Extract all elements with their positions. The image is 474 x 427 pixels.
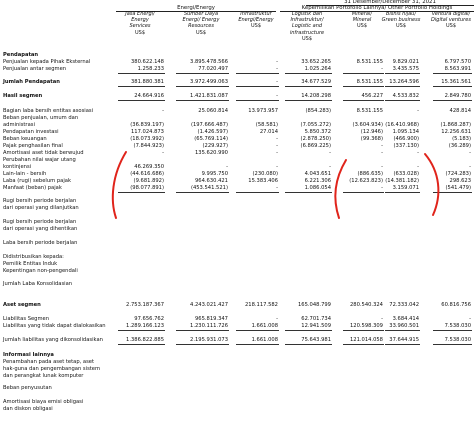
table-cell: - bbox=[226, 164, 228, 170]
table-row bbox=[0, 254, 474, 261]
table-cell: - bbox=[276, 136, 278, 142]
row-label: Manfaat (beban) pajak bbox=[3, 185, 62, 191]
table-row bbox=[0, 406, 474, 413]
column-header-line: Energi/Energy bbox=[238, 17, 274, 24]
row-label: Rugi bersih periode berjalan bbox=[3, 198, 77, 204]
table-cell: 9.995.750 bbox=[201, 171, 228, 177]
table-cell: - bbox=[417, 164, 419, 170]
table-cell: 3.895.478.566 bbox=[190, 59, 228, 65]
row-label: Aset segmen bbox=[3, 302, 41, 308]
table-cell: - bbox=[329, 150, 331, 156]
row-label: Beban penyusutan bbox=[3, 385, 52, 391]
column-header-line: Energy bbox=[131, 17, 149, 24]
row-label: administrasi bbox=[3, 122, 35, 128]
column-header bbox=[232, 11, 280, 30]
table-cell: (229.927) bbox=[202, 143, 228, 149]
table-cell: - bbox=[417, 150, 419, 156]
table-row bbox=[0, 171, 474, 178]
table-cell: 46.269.350 bbox=[134, 164, 164, 170]
total-rule bbox=[176, 330, 229, 331]
row-label: Liabilitas yang tidak dapat dialokasikan bbox=[3, 323, 106, 329]
row-label: Beban keuangan bbox=[3, 136, 47, 142]
table-cell: 6.797.570 bbox=[444, 59, 471, 65]
table-row bbox=[0, 359, 474, 366]
table-row bbox=[0, 79, 474, 86]
total-rule bbox=[285, 192, 332, 193]
table-cell: 121.014.058 bbox=[349, 337, 383, 343]
table-cell: (12.623.823) bbox=[349, 178, 383, 184]
total-rule bbox=[176, 344, 229, 345]
table-cell: 4.533.832 bbox=[392, 93, 419, 99]
table-cell: - bbox=[276, 66, 278, 72]
table-cell: 965.819.347 bbox=[194, 316, 228, 322]
table-cell: (541.479) bbox=[445, 185, 471, 191]
total-rule bbox=[385, 344, 420, 345]
row-label: Kepentingan non-pengendali bbox=[3, 268, 78, 274]
total-rule bbox=[385, 100, 420, 101]
header-group-portfolio: Kepemilikan Portofolio Lainnya/ Other Portfolio Holdings bbox=[301, 5, 453, 11]
row-label: Jumlah liabilitas yang dikonsolidasikan bbox=[3, 337, 103, 343]
table-cell: - bbox=[276, 79, 278, 85]
total-rule bbox=[343, 86, 384, 87]
table-row bbox=[0, 108, 474, 115]
row-label: Laba bersih periode berjalan bbox=[3, 240, 78, 246]
table-cell: 3.972.499.063 bbox=[190, 79, 228, 85]
total-rule bbox=[285, 330, 332, 331]
total-rule bbox=[118, 330, 165, 331]
table-cell: 60.816.756 bbox=[441, 302, 471, 308]
total-rule bbox=[343, 330, 384, 331]
table-cell: - bbox=[276, 316, 278, 322]
table-row bbox=[0, 316, 474, 323]
table-cell: 1.258.233 bbox=[137, 66, 164, 72]
row-label: Pemilik Entitas Induk bbox=[3, 261, 58, 267]
total-rule bbox=[433, 192, 472, 193]
total-rule bbox=[433, 344, 472, 345]
column-header-line: Services bbox=[129, 23, 151, 30]
table-row bbox=[0, 136, 474, 143]
total-rule bbox=[176, 100, 229, 101]
table-cell: (724.283) bbox=[445, 171, 471, 177]
table-row bbox=[0, 323, 474, 330]
table-cell: 298.623 bbox=[449, 178, 471, 184]
column-header-line: Mineral/ bbox=[351, 11, 373, 17]
table-cell: 15.361.561 bbox=[441, 79, 471, 85]
row-label: Laba (rugi) sebelum pajak bbox=[3, 178, 71, 184]
table-cell: 1.421.831.087 bbox=[190, 93, 228, 99]
table-cell: (1.426.597) bbox=[197, 129, 228, 135]
total-rule bbox=[236, 73, 279, 74]
column-header-line: Infrastruktur/ bbox=[290, 17, 324, 24]
table-cell: 72.333.042 bbox=[389, 302, 419, 308]
table-cell: - bbox=[276, 185, 278, 191]
table-cell: 1.230.111.726 bbox=[190, 323, 228, 329]
table-cell: (7.844.923) bbox=[133, 143, 164, 149]
table-cell: 1.289.166.123 bbox=[126, 323, 164, 329]
table-row bbox=[0, 122, 474, 129]
total-rule bbox=[433, 86, 472, 87]
total-rule bbox=[343, 344, 384, 345]
total-rule bbox=[343, 73, 384, 74]
table-cell: (12.946) bbox=[360, 129, 383, 135]
table-cell: 8.563.991 bbox=[444, 66, 471, 72]
table-cell: (2.878.250) bbox=[300, 136, 331, 142]
total-rule bbox=[236, 344, 279, 345]
table-row bbox=[0, 115, 474, 122]
table-cell: - bbox=[381, 185, 383, 191]
table-cell: 9.829.021 bbox=[392, 59, 419, 65]
table-cell: 964.630.421 bbox=[194, 178, 228, 184]
row-label: Perubahan nilai wajar utang bbox=[3, 157, 76, 163]
table-cell: 7.538.030 bbox=[444, 337, 471, 343]
column-header-line: Ventura digital/ bbox=[431, 11, 471, 17]
row-label: Penjualan kepada Pihak Eksternal bbox=[3, 59, 91, 65]
total-rule bbox=[385, 86, 420, 87]
table-cell: 34.677.529 bbox=[301, 79, 331, 85]
table-row bbox=[0, 302, 474, 309]
table-cell: 8.531.155 bbox=[356, 108, 383, 114]
table-cell: - bbox=[381, 164, 383, 170]
table-row bbox=[0, 164, 474, 171]
table-cell: 3.435.575 bbox=[392, 66, 419, 72]
total-rule bbox=[118, 344, 165, 345]
row-label: dari operasi yang dilanjutkan bbox=[3, 205, 79, 211]
column-header bbox=[114, 11, 166, 36]
table-cell: - bbox=[381, 66, 383, 72]
table-row bbox=[0, 178, 474, 185]
table-row bbox=[0, 385, 474, 392]
table-cell: - bbox=[469, 150, 471, 156]
table-row bbox=[0, 352, 474, 359]
table-cell: (337.130) bbox=[393, 143, 419, 149]
row-label: Jumlah Laba Konsolidasian bbox=[3, 281, 73, 287]
table-cell: - bbox=[381, 143, 383, 149]
table-row bbox=[0, 157, 474, 164]
total-rule bbox=[118, 192, 165, 193]
table-cell: - bbox=[276, 59, 278, 65]
table-row bbox=[0, 261, 474, 268]
table-cell: 14.208.298 bbox=[301, 93, 331, 99]
table-cell: 27.014 bbox=[259, 129, 278, 135]
column-header bbox=[172, 11, 230, 36]
row-label: Jumlah Pendapatan bbox=[3, 79, 60, 85]
table-row bbox=[0, 366, 474, 373]
table-row bbox=[0, 226, 474, 233]
table-cell: (197.666.487) bbox=[190, 122, 228, 128]
table-cell: 120.598.309 bbox=[349, 323, 383, 329]
table-cell: 1.086.054 bbox=[304, 185, 331, 191]
table-cell: 15.383.406 bbox=[248, 178, 278, 184]
table-cell: 3.684.414 bbox=[392, 316, 419, 322]
total-rule bbox=[236, 192, 279, 193]
table-cell: - bbox=[276, 93, 278, 99]
column-header-line: Energi/ Energy bbox=[182, 17, 220, 24]
table-cell: (36.289) bbox=[448, 143, 471, 149]
total-rule bbox=[236, 100, 279, 101]
table-cell: (1.868.287) bbox=[440, 122, 471, 128]
total-rule bbox=[343, 192, 384, 193]
column-unit: US$ bbox=[445, 23, 456, 30]
row-label: Liabilitas Segmen bbox=[3, 316, 50, 322]
table-row bbox=[0, 59, 474, 66]
row-label: hak-guna dan pengembangan sistem bbox=[3, 366, 101, 372]
column-header-line: Infrastruktur bbox=[240, 11, 272, 17]
table-cell: (36.839.197) bbox=[130, 122, 164, 128]
column-header-line: Mineral bbox=[352, 17, 372, 24]
row-label: Amortisasi aset tidak berwujud bbox=[3, 150, 84, 156]
column-header-line: Green business bbox=[381, 17, 421, 24]
total-rule bbox=[433, 73, 472, 74]
total-rule bbox=[236, 86, 279, 87]
total-rule bbox=[176, 192, 229, 193]
column-unit: US$ bbox=[356, 23, 367, 30]
table-cell: (5.183) bbox=[452, 136, 471, 142]
table-cell: 25.060.814 bbox=[198, 108, 228, 114]
total-rule bbox=[118, 100, 165, 101]
column-header-line: Logistik dan bbox=[291, 11, 323, 17]
table-cell: 75.643.981 bbox=[301, 337, 331, 343]
total-rule bbox=[285, 86, 332, 87]
table-cell: (466.900) bbox=[393, 136, 419, 142]
table-row bbox=[0, 52, 474, 59]
table-cell: 33.960.501 bbox=[389, 323, 419, 329]
row-label: Hasil segmen bbox=[3, 93, 43, 99]
table-cell: - bbox=[276, 150, 278, 156]
table-cell: 12.256.631 bbox=[441, 129, 471, 135]
column-header bbox=[429, 11, 473, 30]
total-rule bbox=[285, 344, 332, 345]
table-cell: 280.540.324 bbox=[349, 302, 383, 308]
table-cell: 13.264.596 bbox=[389, 79, 419, 85]
table-cell: 4.043.651 bbox=[304, 171, 331, 177]
table-cell: - bbox=[469, 316, 471, 322]
header-date: 31 Desember/December 31, 2021 bbox=[344, 0, 436, 5]
table-row bbox=[0, 129, 474, 136]
table-cell: 218.117.582 bbox=[244, 302, 278, 308]
column-header-line: infrastructure bbox=[289, 29, 325, 36]
row-label: Didistribusikan kepada: bbox=[3, 254, 64, 260]
table-cell: (18.073.992) bbox=[130, 136, 164, 142]
table-cell: - bbox=[162, 108, 164, 114]
total-rule bbox=[118, 73, 165, 74]
row-label: Pajak penghasilan final bbox=[3, 143, 63, 149]
table-row bbox=[0, 337, 474, 344]
column-header-line: Digital ventures bbox=[431, 17, 471, 24]
row-label: kontinjensi bbox=[3, 164, 32, 170]
table-row bbox=[0, 240, 474, 247]
table-row bbox=[0, 185, 474, 192]
total-rule bbox=[433, 100, 472, 101]
table-cell: 2.195.931.073 bbox=[190, 337, 228, 343]
table-cell: 117.024.873 bbox=[130, 129, 164, 135]
table-cell: (7.055.272) bbox=[300, 122, 331, 128]
table-cell: 8.531.155 bbox=[356, 59, 383, 65]
table-row bbox=[0, 143, 474, 150]
header-group-energy: Energi/Energy bbox=[177, 5, 215, 11]
row-label: Beban penjualan, umum dan bbox=[3, 115, 79, 121]
table-cell: 1.661.008 bbox=[251, 323, 278, 329]
table-cell: 2.753.187.367 bbox=[126, 302, 164, 308]
column-header bbox=[381, 11, 421, 30]
row-label: Bagian laba bersih entitas asosiasi bbox=[3, 108, 94, 114]
table-cell: 33.652.265 bbox=[301, 59, 331, 65]
table-cell: 380.622.148 bbox=[130, 59, 164, 65]
table-cell: (44.616.686) bbox=[130, 171, 164, 177]
row-label: Amortisasi biaya emisi obligasi bbox=[3, 399, 84, 405]
table-cell: - bbox=[276, 164, 278, 170]
table-cell: - bbox=[162, 150, 164, 156]
total-rule bbox=[176, 86, 229, 87]
total-rule bbox=[285, 100, 332, 101]
table-cell: - bbox=[381, 316, 383, 322]
table-cell: (99.368) bbox=[360, 136, 383, 142]
column-unit: US$ bbox=[250, 23, 261, 30]
table-cell: - bbox=[417, 108, 419, 114]
table-cell: 5.850.372 bbox=[304, 129, 331, 135]
column-header-line: Bisnis hijau/ bbox=[385, 11, 417, 17]
table-cell: 1.661.008 bbox=[251, 337, 278, 343]
table-cell: (886.635) bbox=[357, 171, 383, 177]
row-label: Lain-lain - bersih bbox=[3, 171, 47, 177]
row-label: dan diskon obligasi bbox=[3, 406, 53, 412]
table-row bbox=[0, 399, 474, 406]
table-cell: 428.814 bbox=[449, 108, 471, 114]
table-cell: (58.581) bbox=[255, 122, 278, 128]
column-unit: US$ bbox=[134, 29, 145, 36]
table-cell: (854.283) bbox=[305, 108, 331, 114]
table-cell: 1.025.264 bbox=[304, 66, 331, 72]
total-rule bbox=[176, 73, 229, 74]
table-cell: (6.869.225) bbox=[300, 143, 331, 149]
total-rule bbox=[118, 86, 165, 87]
row-label: Rugi bersih periode berjalan bbox=[3, 219, 77, 225]
row-label: Pendapatan bbox=[3, 52, 39, 58]
total-rule bbox=[385, 330, 420, 331]
table-cell: 4.243.021.427 bbox=[190, 302, 228, 308]
total-rule bbox=[385, 192, 420, 193]
table-cell: 97.656.762 bbox=[134, 316, 164, 322]
column-unit: US$ bbox=[395, 23, 406, 30]
column-header bbox=[281, 11, 333, 42]
total-rule bbox=[433, 330, 472, 331]
table-cell: 1.386.822.885 bbox=[126, 337, 164, 343]
table-cell: (14.381.182) bbox=[385, 178, 419, 184]
table-cell: (453.541.521) bbox=[190, 185, 228, 191]
column-header-line: Logistic and bbox=[291, 23, 323, 30]
row-label: Informasi lainnya bbox=[3, 352, 54, 358]
table-cell: - bbox=[381, 150, 383, 156]
table-row bbox=[0, 219, 474, 226]
column-header-line: Sumber Daya bbox=[183, 11, 219, 17]
total-rule bbox=[285, 73, 332, 74]
table-cell: 12.941.509 bbox=[301, 323, 331, 329]
column-header bbox=[339, 11, 385, 30]
row-label: Penambahan pada aset tetap, aset bbox=[3, 359, 95, 365]
table-cell: 456.227 bbox=[361, 93, 383, 99]
total-rule bbox=[236, 330, 279, 331]
table-cell: 62.701.734 bbox=[301, 316, 331, 322]
column-header-line: Resources bbox=[188, 23, 214, 30]
table-row bbox=[0, 281, 474, 288]
table-cell: (3.604.934) bbox=[352, 122, 383, 128]
column-unit: US$ bbox=[301, 35, 312, 42]
column-header-line: Jasa Energi/ bbox=[125, 11, 155, 17]
table-header bbox=[116, 0, 474, 50]
table-cell: (16.410.968) bbox=[385, 122, 419, 128]
table-cell: 6.221.306 bbox=[304, 178, 331, 184]
table-row bbox=[0, 150, 474, 157]
row-label: Pendapatan investasi bbox=[3, 129, 59, 135]
table-row bbox=[0, 205, 474, 212]
row-label: dan perangkat lunak komputer bbox=[3, 373, 84, 379]
table-cell: 77.020.497 bbox=[198, 66, 228, 72]
total-rule bbox=[343, 100, 384, 101]
table-cell: 37.644.915 bbox=[389, 337, 419, 343]
row-label: Penjualan antar segmen bbox=[3, 66, 67, 72]
table-cell: 3.159.071 bbox=[392, 185, 419, 191]
table-cell: 8.531.155 bbox=[356, 79, 383, 85]
column-unit: US$ bbox=[195, 29, 206, 36]
table-cell: (9.681.892) bbox=[133, 178, 164, 184]
table-row bbox=[0, 268, 474, 275]
table-row bbox=[0, 93, 474, 100]
table-cell: (98.077.891) bbox=[130, 185, 164, 191]
table-cell: (633.028) bbox=[393, 171, 419, 177]
table-cell: 2.849.780 bbox=[444, 93, 471, 99]
row-label: dari operasi yang dihentikan bbox=[3, 226, 78, 232]
table-cell: 1.095.134 bbox=[392, 129, 419, 135]
table-cell: (65.769.114) bbox=[194, 136, 228, 142]
table-cell: 24.664.916 bbox=[134, 93, 164, 99]
table-cell: 135.620.990 bbox=[194, 150, 228, 156]
table-row bbox=[0, 198, 474, 205]
table-cell: 381.880.381 bbox=[130, 79, 164, 85]
table-cell: - bbox=[469, 164, 471, 170]
table-cell: (230.080) bbox=[252, 171, 278, 177]
table-row bbox=[0, 373, 474, 380]
table-row bbox=[0, 66, 474, 73]
table-cell: - bbox=[329, 164, 331, 170]
table-cell: 13.973.957 bbox=[248, 108, 278, 114]
total-rule bbox=[385, 73, 420, 74]
table-cell: 165.048.799 bbox=[297, 302, 331, 308]
table-cell: - bbox=[276, 143, 278, 149]
table-cell: 7.538.030 bbox=[444, 323, 471, 329]
